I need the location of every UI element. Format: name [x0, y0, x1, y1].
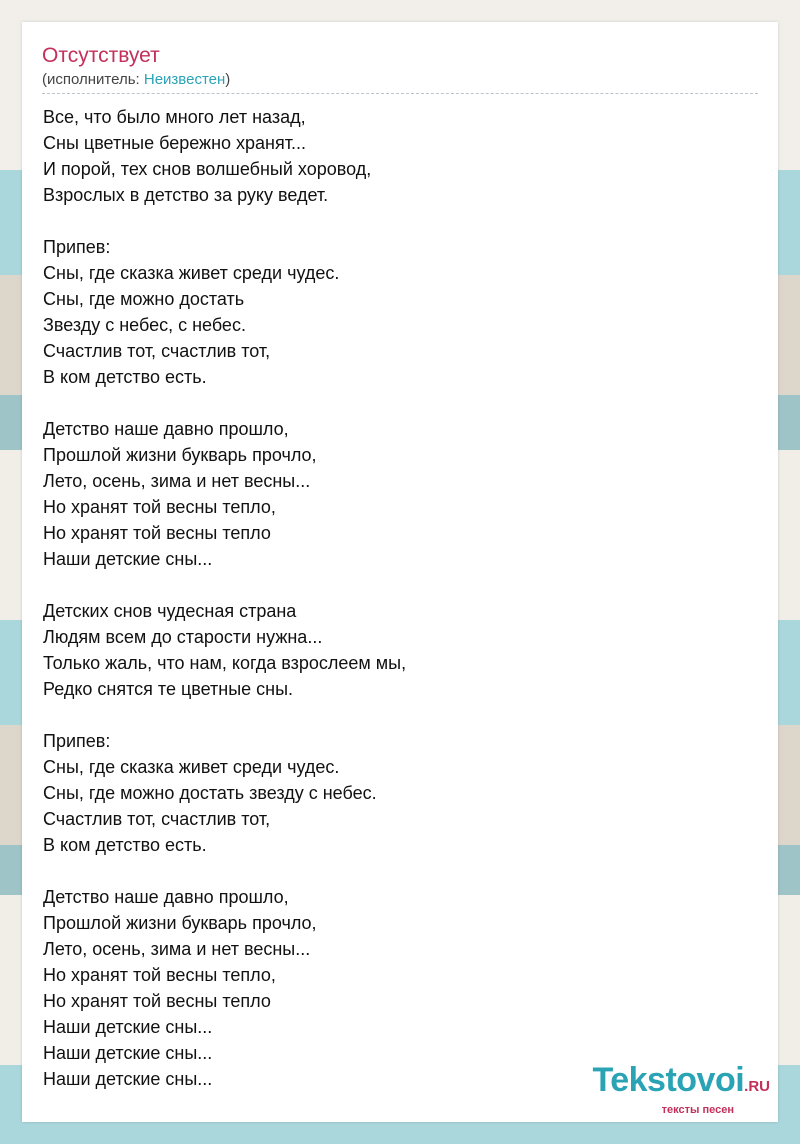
stanza-gap: [43, 858, 743, 884]
lyric-line: Только жаль, что нам, когда взрослеем мы,: [43, 653, 407, 673]
artist-prefix: (исполнитель:: [42, 71, 144, 88]
artist-suffix: ): [225, 71, 231, 88]
lyric-line: И порой, тех снов волшебный хоровод,: [43, 159, 372, 179]
lyrics-card: [22, 22, 778, 1122]
lyric-line: Лето, осень, зима и нет весны...: [43, 471, 311, 491]
artist-link[interactable]: Неизвестен: [143, 71, 226, 88]
logo-wordmark: [592, 1063, 770, 1104]
lyric-line: Наши детские сны...: [43, 1017, 213, 1037]
lyric-line: Все, что было много лет назад,: [43, 107, 306, 127]
lyric-line: Лето, осень, зима и нет весны...: [43, 939, 311, 959]
lyric-line: Взрослых в детство за руку ведет.: [43, 185, 329, 205]
lyric-line: Сны цветные бережно хранят...: [43, 133, 306, 153]
lyric-line: Припев:: [43, 731, 111, 751]
lyric-line: Редко снятся те цветные сны.: [43, 679, 294, 699]
artist-line: [42, 70, 758, 90]
lyric-line: Сны, где можно достать звезду с небес.: [43, 783, 377, 803]
stanza-gap: [43, 208, 743, 234]
lyric-line: Но хранят той весны тепло,: [43, 965, 276, 985]
lyric-line: Счастлив тот, счастлив тот,: [43, 341, 271, 361]
lyric-line: Детских снов чудесная страна: [43, 601, 297, 621]
lyric-line: Звезду с небес, с небес.: [43, 315, 246, 335]
lyric-line: Детство наше давно прошло,: [43, 419, 289, 439]
song-header: [42, 42, 758, 94]
stanza-gap: [43, 572, 743, 598]
lyric-line: Прошлой жизни букварь прочло,: [43, 445, 317, 465]
lyric-line: Счастлив тот, счастлив тот,: [43, 809, 271, 829]
stanza-gap: [43, 702, 743, 728]
lyric-line: Людям всем до старости нужна...: [43, 627, 323, 647]
lyric-line: В ком детство есть.: [43, 367, 207, 387]
site-logo[interactable]: [592, 1063, 770, 1116]
lyric-line: Но хранят той весны тепло: [43, 991, 271, 1011]
lyric-line: Наши детские сны...: [43, 1069, 213, 1089]
lyric-line: Детство наше давно прошло,: [43, 887, 289, 907]
lyric-line: В ком детство есть.: [43, 835, 207, 855]
lyric-line: Но хранят той весны тепло,: [43, 497, 276, 517]
logo-tld: .RU: [744, 1078, 770, 1095]
logo-tagline: тексты песен: [661, 1104, 734, 1116]
lyric-line: Наши детские сны...: [43, 1043, 213, 1063]
song-title: Отсутствует: [42, 44, 160, 67]
lyrics-text: [43, 104, 743, 1092]
lyric-line: Наши детские сны...: [43, 549, 213, 569]
lyric-line: Сны, где можно достать: [43, 289, 245, 309]
lyric-line: Но хранят той весны тепло: [43, 523, 271, 543]
lyric-line: Припев:: [43, 237, 111, 257]
lyric-line: Прошлой жизни букварь прочло,: [43, 913, 317, 933]
lyric-line: Сны, где сказка живет среди чудес.: [43, 757, 340, 777]
logo-main-text: Tekstovoi: [592, 1061, 745, 1099]
stanza-gap: [43, 390, 743, 416]
lyric-line: Сны, где сказка живет среди чудес.: [43, 263, 340, 283]
